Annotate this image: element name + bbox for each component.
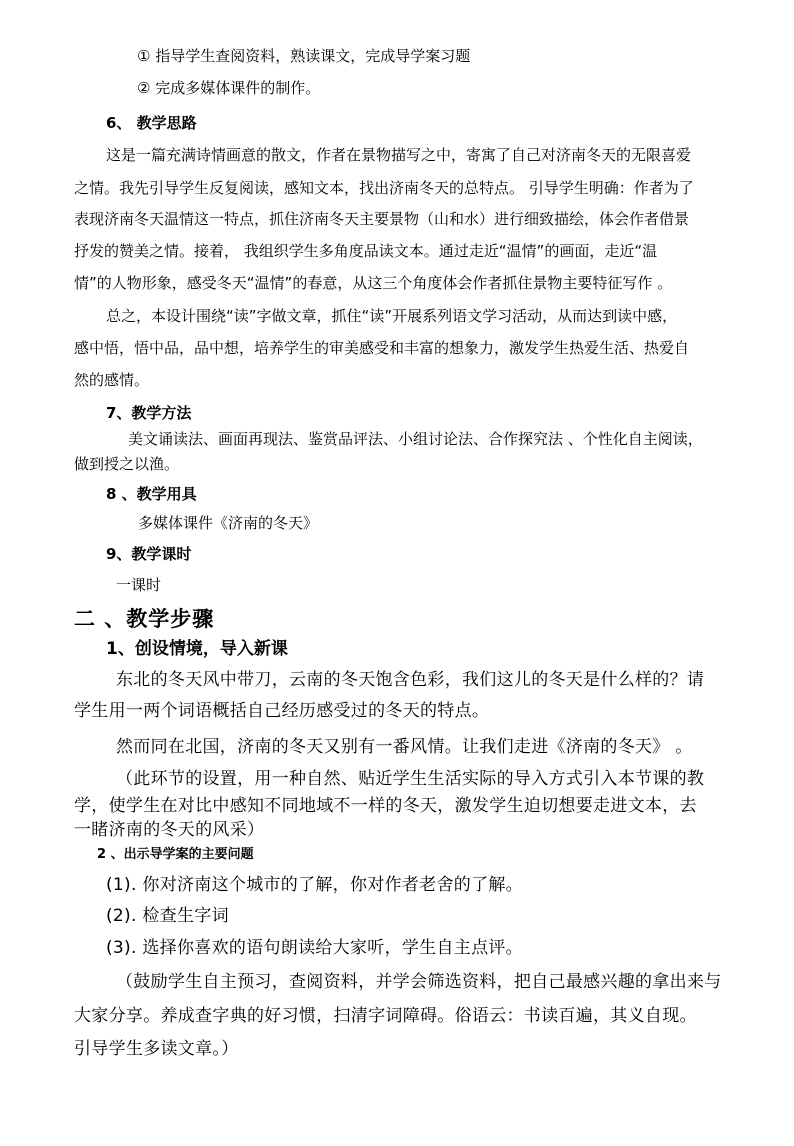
section-heading-class-hours: 9、教学课时 xyxy=(106,545,192,563)
question-2: (2). 检查生字词 xyxy=(106,906,229,926)
paragraph-line: 感中悟，悟中品，品中想，培养学生的审美感受和丰富的想象力，激发学生热爱生活、热爱自 xyxy=(74,339,690,357)
paragraph-line: 一课时 xyxy=(116,576,162,594)
section-heading-teaching-tools: 8 、教学用具 xyxy=(106,485,197,503)
paragraph-line: 引导学生多读文章。） xyxy=(74,1039,239,1059)
section-heading-teaching-steps: 二 、教学步骤 xyxy=(74,607,215,631)
paragraph-line: 总之，本设计围绕“读”字做文章，抓住“读”开展系列语文学习活动，从而达到读中感， xyxy=(106,307,678,325)
paragraph-line: 一睹济南的冬天的风采） xyxy=(74,820,265,840)
paragraph-line: 表现济南冬天温情这一特点，抓住济南冬天主要景物（山和水）进行细致描绘，体会作者借景 xyxy=(74,210,690,228)
paragraph-line: （此环节的设置，用一种自然、贴近学生生活实际的导入方式引入本节课的教 xyxy=(116,769,705,789)
paragraph-line: 之情。我先引导学生反复阅读，感知文本，找出济南冬天的总特点。 引导学生明确：作者为了 xyxy=(74,179,694,197)
question-1: (1). 你对济南这个城市的了解，你对作者老舍的了解。 xyxy=(106,875,523,895)
paragraph-line: 然而同在北国，济南的冬天又别有一番风情。让我们走进《济南的冬天》 。 xyxy=(116,737,693,757)
question-3: (3). 选择你喜欢的语句朗读给大家听，学生自主点评。 xyxy=(106,938,523,958)
paragraph-line: 东北的冬天风中带刀，云南的冬天饱含色彩，我们这儿的冬天是什么样的？请 xyxy=(116,670,705,690)
section-heading-teaching-methods: 7、教学方法 xyxy=(106,404,192,422)
preparation-step-2: ② 完成多媒体课件的制作。 xyxy=(137,79,321,97)
paragraph-line: 学生用一两个词语概括自己经历感受过的冬天的特点。 xyxy=(74,701,490,721)
paragraph-line: 然的感情。 xyxy=(74,371,150,389)
paragraph-line: 美文诵读法、画面再现法、鉴赏品评法、小组讨论法、合作探究法 、个性化自主阅读， xyxy=(128,430,703,448)
section-heading-teaching-approach: 6、 教学思路 xyxy=(106,114,197,132)
paragraph-line: 学，使学生在对比中感知不同地域不一样的冬天，激发学生迫切想要走进文本，去 xyxy=(74,796,697,816)
subsection-heading-lead-in: 1、创设情境，导入新课 xyxy=(106,639,288,659)
subsection-heading-guide-questions: 2 、出示导学案的主要问题 xyxy=(97,847,254,862)
paragraph-line: （鼓励学生自主预习，查阅资料，并学会筛选资料，把自己最感兴趣的拿出来与 xyxy=(116,972,722,992)
paragraph-line: 做到授之以渔。 xyxy=(74,455,180,473)
preparation-step-1: ① 指导学生查阅资料，熟读课文，完成导学案习题 xyxy=(137,47,471,65)
paragraph-line: 情”的人物形象，感受冬天“温情”的春意，从这三个角度体会作者抓住景物主要特征写作 。 xyxy=(74,274,673,292)
paragraph-line: 抒发的赞美之情。接着， 我组织学生多角度品读文本。通过走近“温情”的画面，走近“温 xyxy=(74,242,658,260)
paragraph-line: 多媒体课件《济南的冬天》 xyxy=(138,514,319,532)
paragraph-line: 大家分享。养成查字典的好习惯，扫清字词障碍。俗语云：书读百遍，其义自现。 xyxy=(74,1006,697,1026)
paragraph-line: 这是一篇充满诗情画意的散文，作者在景物描写之中，寄寓了自己对济南冬天的无限喜爱 xyxy=(106,146,692,164)
